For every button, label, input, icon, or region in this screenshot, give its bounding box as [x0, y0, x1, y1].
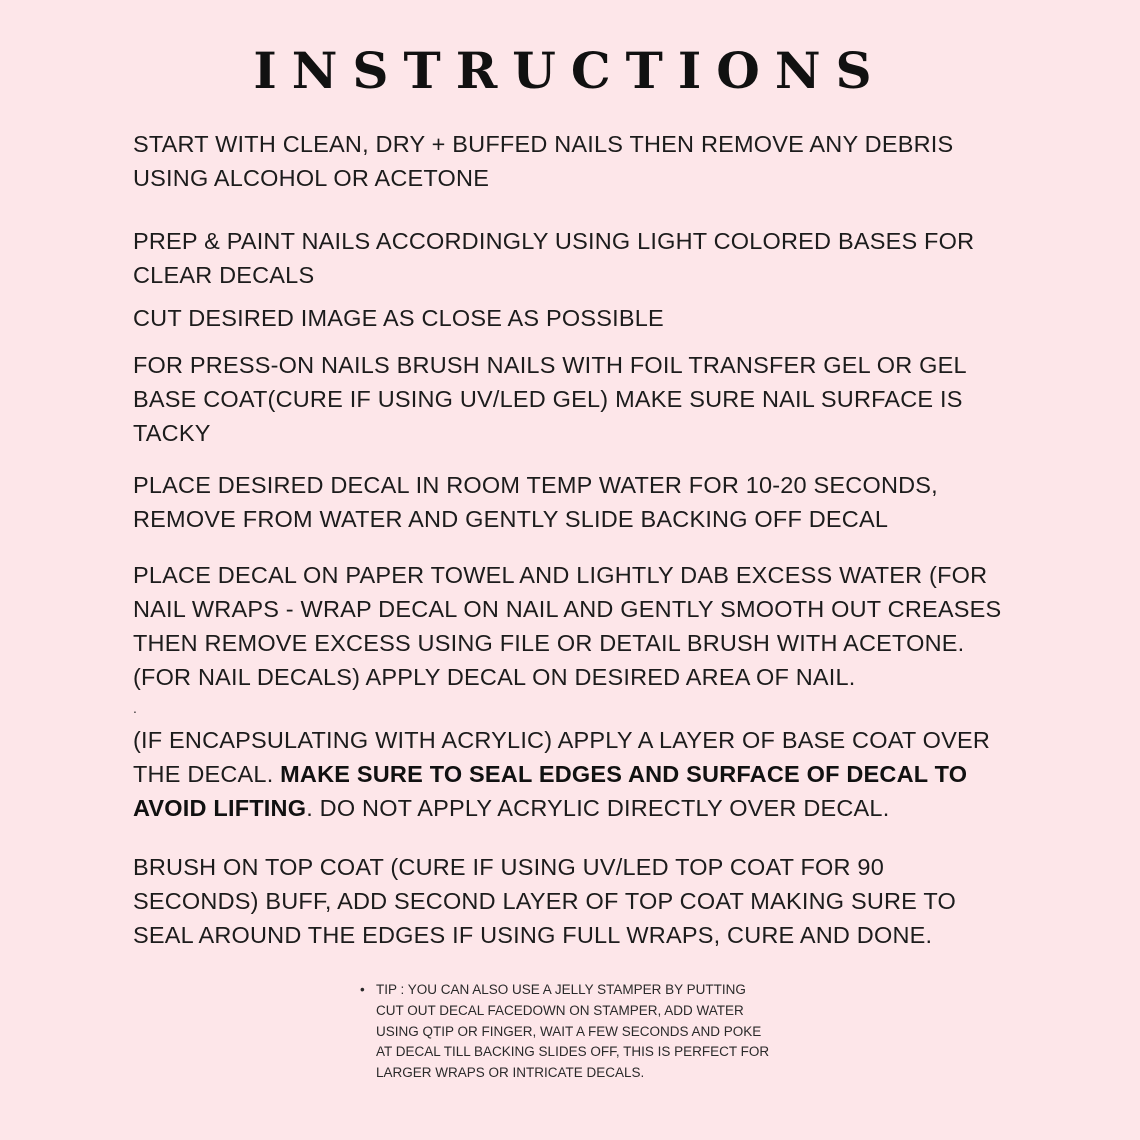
page-title: INSTRUCTIONS	[253, 41, 887, 100]
step-dab-and-apply: PLACE DECAL ON PAPER TOWEL AND LIGHTLY DAB EXCESS WATER (FOR NAIL WRAPS - WRAP DECAL ON NAIL AND GENTLY SMOOTH OUT CREASES THEN REMOVE EXCESS USING FILE OR DETAIL BRUSH WITH ACETONE. (FOR NAIL DECALS) APPLY DECAL ON DESIRED AREA OF NAIL.	[133, 562, 1002, 690]
step-clean-nails: START WITH CLEAN, DRY + BUFFED NAILS THEN REMOVE ANY DEBRIS USING ALCOHOL OR ACETONE	[133, 131, 954, 191]
step-soak-decal: PLACE DESIRED DECAL IN ROOM TEMP WATER FOR 10-20 SECONDS, REMOVE FROM WATER AND GENTLY SLIDE BACKING OFF DECAL	[133, 472, 938, 532]
step-cut-image: CUT DESIRED IMAGE AS CLOSE AS POSSIBLE	[133, 305, 664, 331]
tip-text: TIP : YOU CAN ALSO USE A JELLY STAMPER BY PUTTING CUT OUT DECAL FACEDOWN ON STAMPER, ADD WATER USING QTIP OR FINGER, WAIT A FEW SECONDS AND POKE AT DECAL TILL BACKING SLIDES OFF, THIS IS PERFECT FOR LARGER WRAPS OR INTRICATE DECALS.	[376, 982, 770, 1081]
bullet-icon: •	[360, 982, 365, 997]
stray-dot: .	[133, 700, 137, 716]
step-encapsulate-warning: . DO NOT APPLY ACRYLIC DIRECTLY OVER DECAL.	[306, 795, 890, 821]
step-press-on-nails: FOR PRESS-ON NAILS BRUSH NAILS WITH FOIL TRANSFER GEL OR GEL BASE COAT(CURE IF USING UV/LED GEL) MAKE SURE NAIL SURFACE IS TACKY	[133, 352, 966, 446]
step-encapsulate-text: (IF ENCAPSULATING WITH ACRYLIC) APPLY A LAYER OF BASE COAT OVER THE DECAL.	[133, 727, 991, 787]
step-prep-paint: PREP & PAINT NAILS ACCORDINGLY USING LIGHT COLORED BASES FOR CLEAR DECALS	[133, 228, 975, 288]
step-top-coat: BRUSH ON TOP COAT (CURE IF USING UV/LED TOP COAT FOR 90 SECONDS) BUFF, ADD SECOND LAYER OF TOP COAT MAKING SURE TO SEAL AROUND THE EDGES IF USING FULL WRAPS, CURE AND DONE.	[133, 854, 956, 948]
step-encapsulate-emphasis: MAKE SURE TO SEAL EDGES AND SURFACE OF DECAL TO AVOID LIFTING	[133, 761, 968, 821]
step-encapsulate	[133, 723, 1013, 825]
